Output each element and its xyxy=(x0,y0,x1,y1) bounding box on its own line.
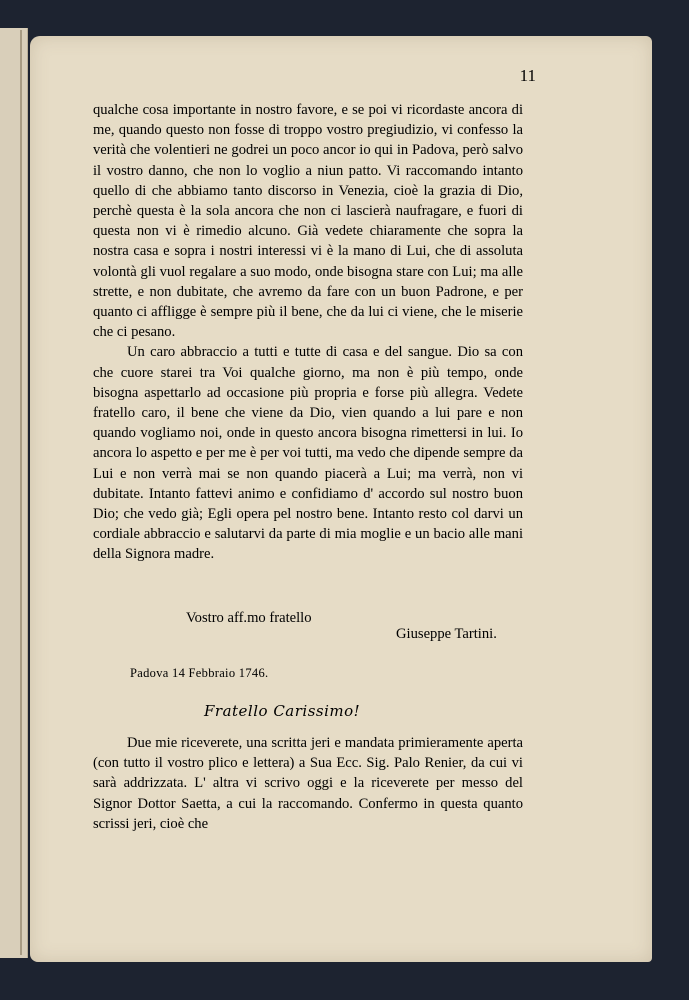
paragraph-next-letter: Due mie riceverete, una scritta jeri e mandata primieramente aperta (con tutto il vostro plico e lettera) a Sua Ecc. Sig. Palo Renier, da cui vi sarà addrizzata. L' altra vi scrivo oggi e la riceverete per messo del Signor Dottor Saetta, a cui la raccomando. Confermo in questa quanto scrissi jeri, cioè che xyxy=(93,735,523,832)
book-gutter xyxy=(20,30,22,955)
page-number: 11 xyxy=(519,66,536,85)
paragraph-greetings: Un caro abbraccio a tutti e tutte di casa e del sangue. Dio sa con che cuore starei tra Voi qualche giorno, ma non è più tempo, onde bisogna aspettarlo ad occasione più propria e forse più allegra. Vedete fratello caro, il bene che viene da Dio, vien quando a lui pare e non quando vogliamo noi, onde in questo ancora bisogna rimettersi in lui. Io ancora lo aspetto e per me è per voi tutti, ma vedo che dipende sempre da Lui e non verrà mai se non quando piacerà a Lui; ma verrà, non vi dubitate. Intanto fattevi animo e confidiamo d' accordo sul nostro buon Dio; che vedo già; Egli opera pel nostro bene. Intanto resto col darvi un cordiale abbraccio e salutarvi da parte di mia moglie e un bacio alle mani della Signora madre. xyxy=(93,344,523,563)
facing-page-edge xyxy=(0,28,28,958)
next-letter-body xyxy=(93,733,523,834)
paragraph-continuation: qualche cosa importante in nostro favore, e se poi vi ricordaste ancora di me, quando questo non fosse di troppo vostro pregiudizio, vi confesso la verità che volentieri ne godrei un poco ancor io qui in Padova, però salvo il vostro danno, che non lo voglio a niun patto. Vi raccomando intanto quello di che abbiamo tanto discorso in Venezia, cioè la grazia di Dio, perchè questa è la sola ancora che non ci lascierà naufragare, e fuori di questa non vi è rimedio alcuno. Già vedete chiaramente che sopra la nostra casa e sopra i nostri interessi vi è la mano di Lui, che di assoluta volontà gli vuol regalare a suo modo, onde bisogna stare con Lui; ma alle strette, e non dubitate, che avremo da fare con un buon Padrone, e per quanto ci affligge è sempre più il bene, che da lui ci viene, che le miserie che ci pesano. xyxy=(93,102,523,341)
letter-dateline: Padova 14 Febbraio 1746. xyxy=(130,666,269,680)
letter-salutation: Fratello Carissimo! xyxy=(204,702,361,720)
letter-closing: Vostro aff.mo fratello xyxy=(186,610,312,626)
letter-signature: Giuseppe Tartini. xyxy=(396,626,497,642)
letter-body xyxy=(93,100,523,565)
